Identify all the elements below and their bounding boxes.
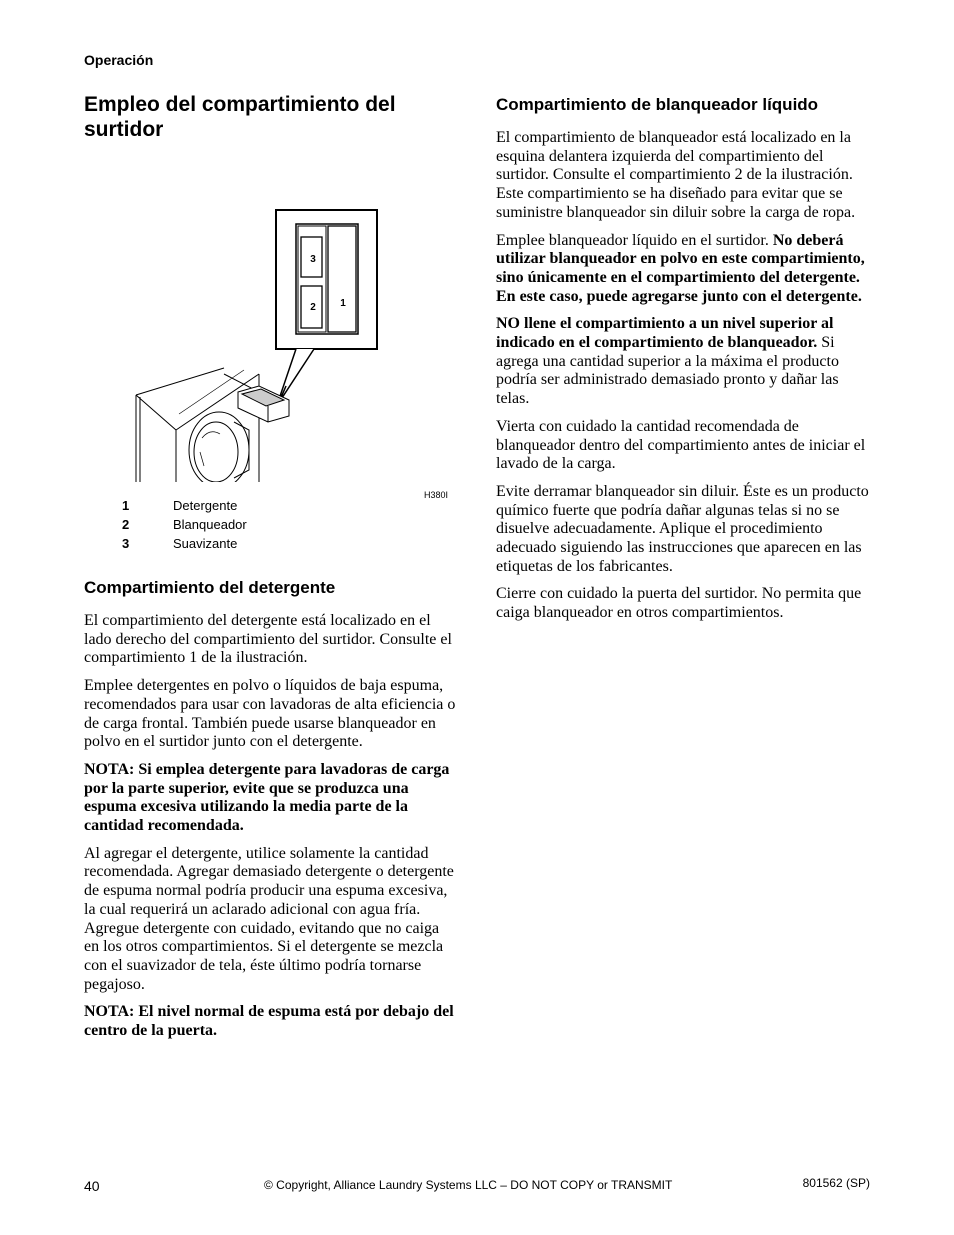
bleach-paragraph-5: Evite derramar blanqueador sin diluir. Éste es un producto químico fuerte que podría dañar algunas telas si no se disuelve adecuadamente. Aplique el procedimiento adecuado siguiendo las instrucciones que aparecen en las etiquetas de los fabricantes. [496,482,869,575]
legend-label: Detergente [173,498,238,513]
legend-number: 3 [122,536,130,551]
page-title: Empleo del compartimiento del surtidor [84,93,396,141]
legend-label: Suavizante [173,536,238,551]
legend-number: 1 [122,498,130,513]
callout-1: 1 [340,298,346,309]
legend-item [122,515,458,534]
bleach-paragraph-2-bold: No deberá utilizar blanqueador en polvo en este compartimiento, sino únicamente en el compartimiento del detergente. En este caso, puede agregarse junto con el detergente. [496,231,865,305]
section-label: Operación [84,52,154,68]
bleach-paragraph-6: Cierre con cuidado la puerta del surtidor. No permita que caiga blanqueador en otros compartimientos. [496,585,862,622]
legend-item [122,534,458,553]
bleach-paragraph-2-normal: Emplee blanqueador líquido en el surtidor. [496,231,773,249]
page-footer [84,1176,870,1196]
legend-item [122,496,458,515]
detergent-paragraph-3: Al agregar el detergente, utilice solamente la cantidad recomendada. Agregar demasiado detergente o detergente de espuma normal podría producir una espuma excesiva, la cual requerirá un aclarado adicional con agua fría. Agregue detergente con cuidado, evitando que no caiga en los otros compartimientos. Si el detergente se mezcla con el suavizador de tela, éste último podría tornarse pegajoso. [84,844,454,993]
dispenser-figure [84,152,458,500]
copyright-notice: © Copyright, Alliance Laundry Systems LLC – DO NOT COPY or TRANSMIT [264,1178,673,1192]
bleach-paragraph-3-normal: Si agrega una cantidad superior a la máxima el producto podría ser administrado demasiado pronto y dañar las telas. [496,334,839,408]
figure-legend [122,496,458,553]
document-number: 801562 (SP) [802,1176,870,1190]
callout-3: 3 [310,254,316,265]
bleach-heading: Compartimiento de blanqueador líquido [496,95,819,114]
figure-code: H380I [424,490,449,500]
bleach-paragraph-1: El compartimiento de blanqueador está localizado en la esquina delantera izquierda del compartimiento del surtidor. Consulte el compartimiento 2 de la ilustración. Este compartimiento se ha diseñado para evitar que se suministre blanqueador sin diluir sobre la carga de ropa. [496,129,856,221]
detergent-paragraph-1: El compartimiento del detergente está localizado en el lado derecho del compartimiento del surtidor. Consulte el compartimiento 1 de la ilustración. [84,612,452,667]
left-column [84,92,458,1050]
bleach-paragraph-3-bold: NO llene el compartimiento a un nivel superior al indicado en el compartimiento de blanqueador. [496,315,834,352]
dispenser-illustration [84,152,458,482]
bleach-paragraph-4: Vierta con cuidado la cantidad recomendada de blanqueador dentro del compartimiento antes de iniciar el lavado de la carga. [496,417,866,473]
washer-machine [136,368,289,482]
detergent-paragraph-2: Emplee detergentes en polvo o líquidos de baja espuma, recomendados para usar con lavadoras de alta eficiencia o de carga frontal. También puede usarse blanqueador en polvo en el surtidor junto con el detergente. [84,677,456,751]
note-paragraph-2: NOTA: El nivel normal de espuma está por debajo del centro de la puerta. [84,1003,454,1040]
legend-label: Blanqueador [173,517,247,532]
page-number: 40 [84,1178,100,1194]
note-paragraph-1: NOTA: Si emplea detergente para lavadoras de carga por la parte superior, evite que se produzca una espuma excesiva utilizando la media parte de la cantidad recomendada. [84,760,450,835]
legend-number: 2 [122,517,130,532]
bleach-paragraph-3 [496,315,870,409]
right-column [496,92,870,632]
bleach-paragraph-2 [496,232,870,307]
detergent-heading: Compartimiento del detergente [84,578,336,597]
callout-2: 2 [310,302,316,313]
